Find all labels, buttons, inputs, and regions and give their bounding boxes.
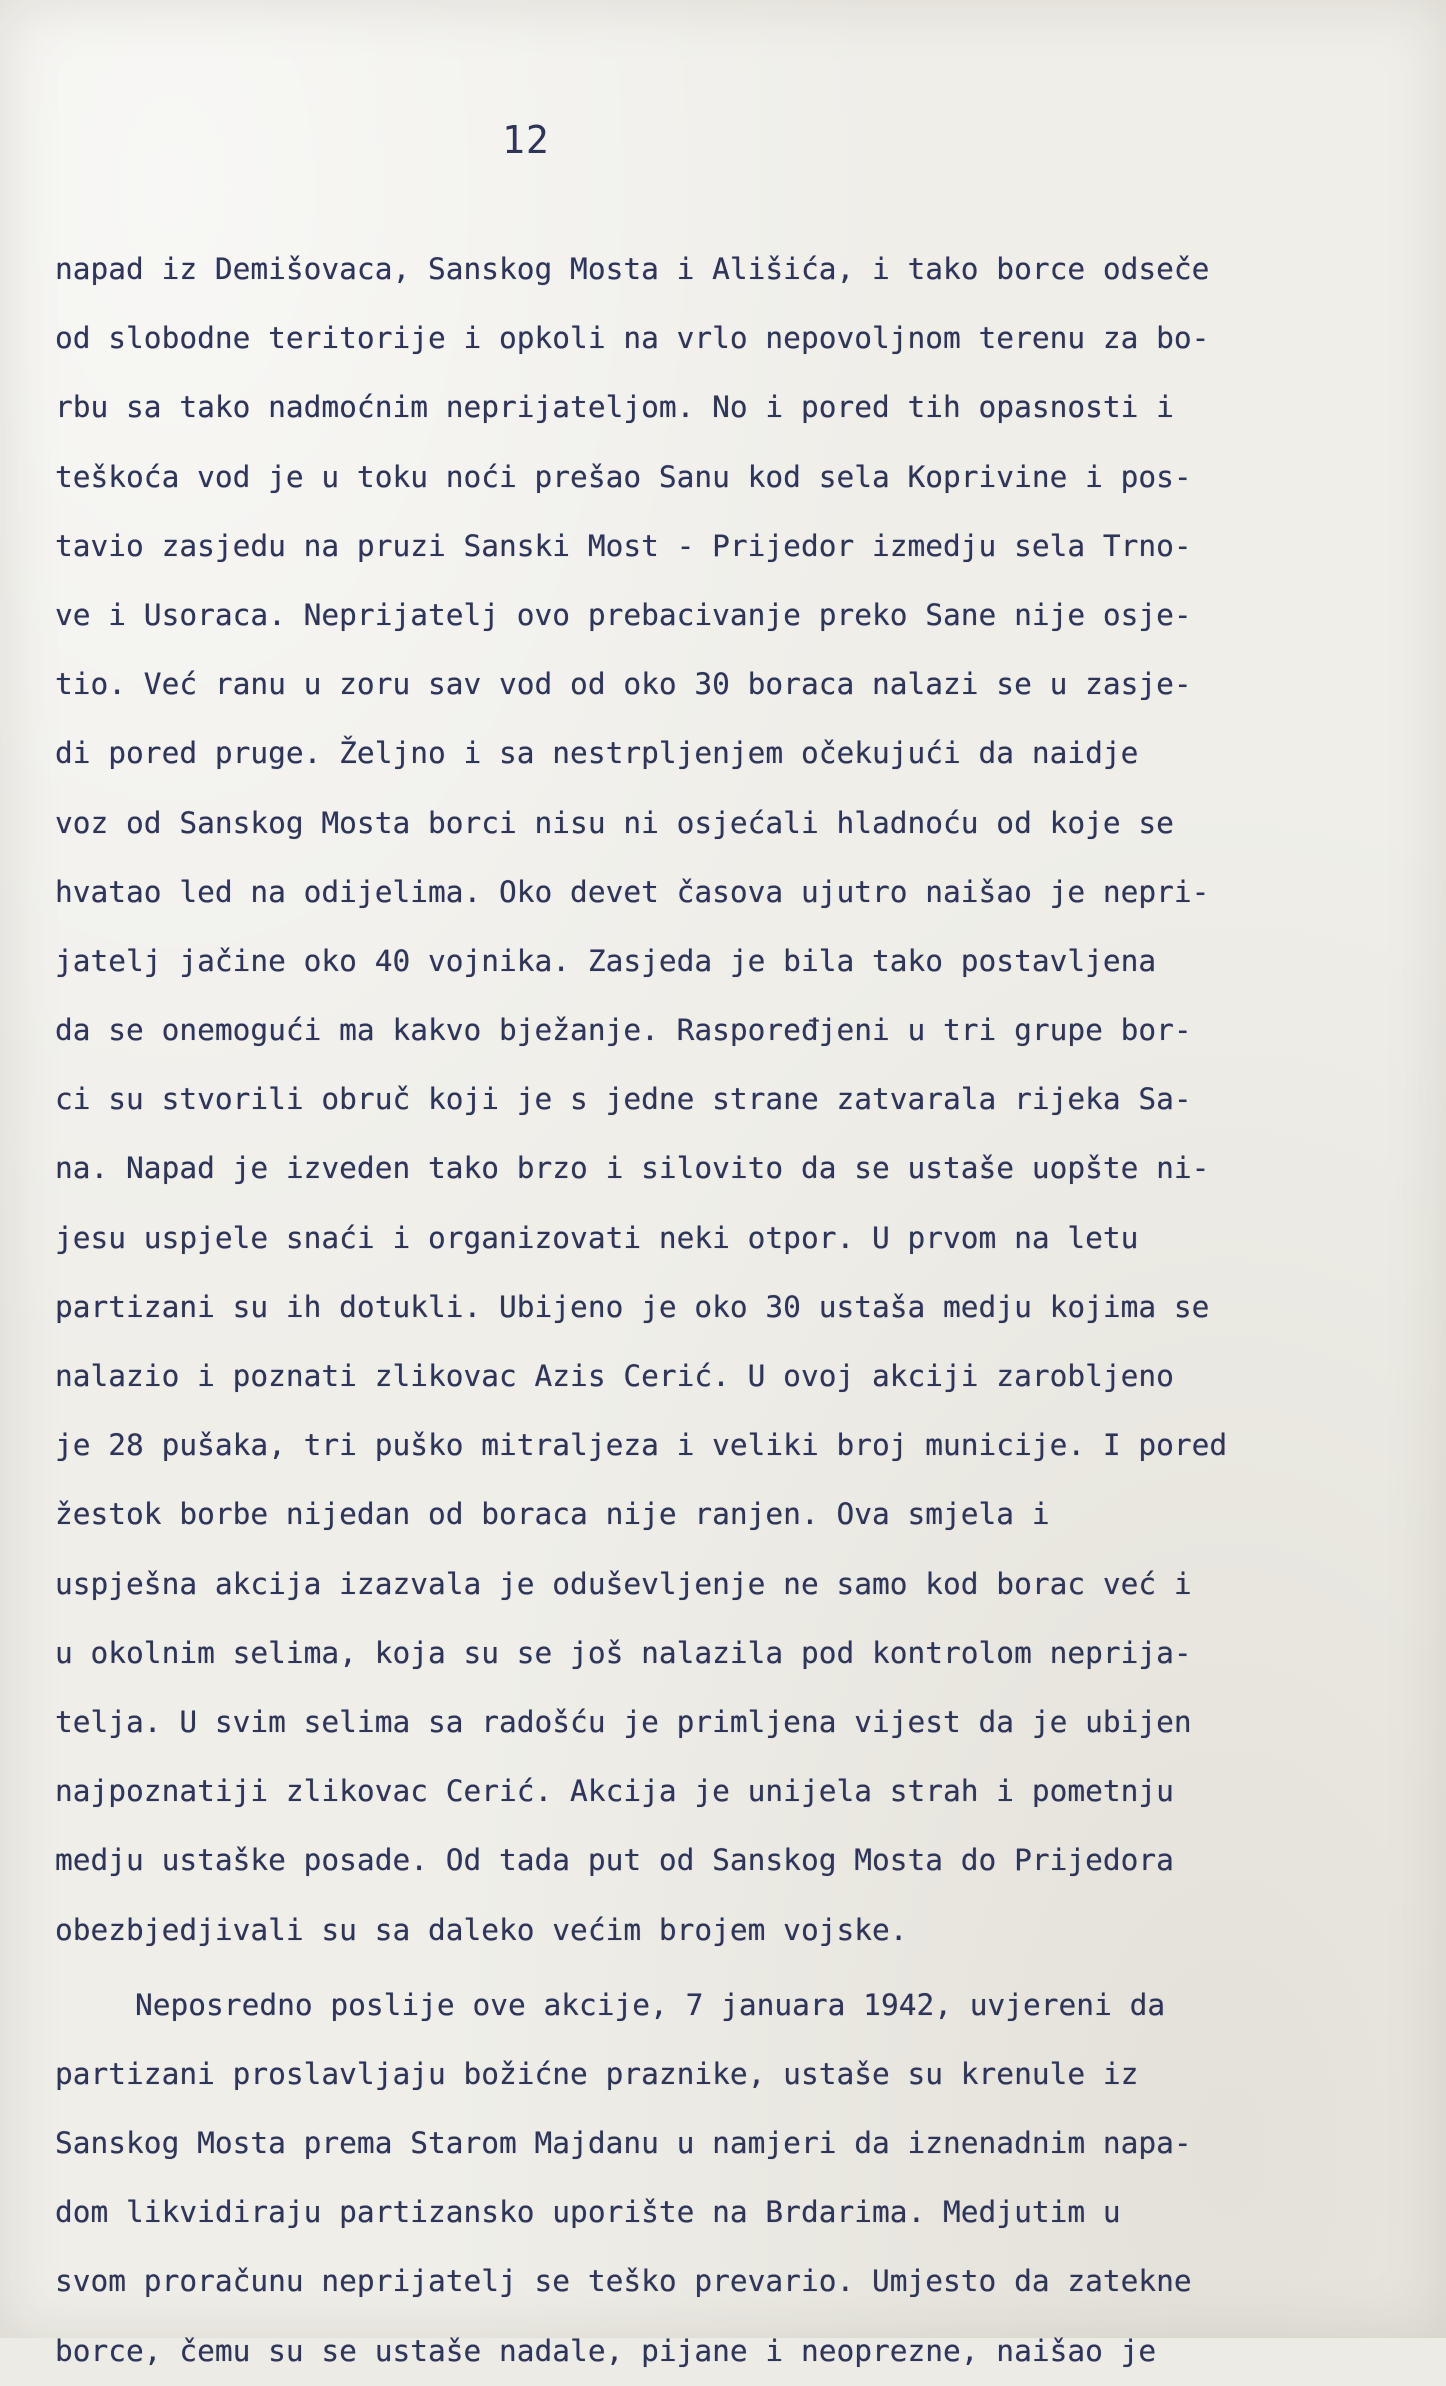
- text-line: jesu uspjele snaći i organizovati neki otpor. U prvom na letu: [55, 1220, 1139, 1255]
- text-line: medju ustaške posade. Od tada put od Sanskog Mosta do Prijedora: [55, 1843, 1174, 1878]
- text-line: je 28 pušaka, tri puško mitraljeza i veliki broj municije. I pored: [55, 1428, 1228, 1463]
- text-line: partizani proslavljaju božićne praznike, ustaše su krenule iz: [55, 2056, 1139, 2091]
- text-line: najpoznatiji zlikovac Cerić. Akcija je unijela strah i pometnju: [55, 1774, 1174, 1809]
- text-line: hvatao led na odijelima. Oko devet časova ujutro naišao je nepri-: [55, 874, 1210, 909]
- text-line: svom proračunu neprijatelj se teško prevario. Umjesto da zatekne: [55, 2264, 1192, 2299]
- text-line: Sanskog Mosta prema Starom Majdanu u namjeri da iznenadnim napa-: [55, 2126, 1192, 2161]
- text-line: ci su stvorili obruč koji je s jedne strane zatvarala rijeka Sa-: [55, 1082, 1192, 1117]
- text-line: ve i Usoraca. Neprijatelj ovo prebacivanje preko Sane nije osje-: [55, 597, 1192, 632]
- text-line: nalazio i poznati zlikovac Azis Cerić. U ovoj akciji zarobljeno: [55, 1359, 1174, 1393]
- paragraph-1: [55, 235, 1415, 1965]
- text-line: di pored pruge. Željno i sa nestrpljenjem očekujući da naidje: [55, 736, 1139, 771]
- text-line: borce, čemu su se ustaše nadale, pijane i neoprezne, naišao je: [55, 2333, 1157, 2368]
- body-text: [55, 235, 1415, 2386]
- text-line: voz od Sanskog Mosta borci nisu ni osjećali hladnoću od koje se: [55, 805, 1174, 840]
- text-line: jatelj jačine oko 40 vojnika. Zasjeda je bila tako postavljena: [55, 943, 1157, 978]
- text-line: da se onemogući ma kakvo bježanje. Raspoređjeni u tri grupe bor-: [55, 1013, 1192, 1048]
- text-line: partizani su ih dotukli. Ubijeno je oko 30 ustaša medju kojima se: [55, 1289, 1210, 1324]
- text-line: Neposredno poslije ove akcije, 7 januara 1942, uvjereni da: [135, 1987, 1166, 2022]
- text-line: napad iz Demišovaca, Sanskog Mosta i Ališića, i tako borce odseče: [55, 252, 1210, 286]
- text-line: telja. U svim selima sa radošću je primljena vijest da je ubijen: [55, 1704, 1192, 1739]
- text-line: na. Napad je izveden tako brzo i silovito da se ustaše uopšte ni-: [55, 1151, 1210, 1186]
- text-line: tavio zasjedu na pruzi Sanski Most - Prijedor izmedju sela Trno-: [55, 528, 1192, 563]
- text-line: u okolnim selima, koja su se još nalazila pod kontrolom neprija-: [55, 1635, 1192, 1670]
- page-number: 12: [502, 118, 550, 162]
- text-line: teškoća vod je u toku noći prešao Sanu kod sela Koprivine i pos-: [55, 459, 1192, 494]
- text-line: od slobodne teritorije i opkoli na vrlo nepovoljnom terenu za bo-: [55, 321, 1210, 356]
- text-line: obezbjedjivali su sa daleko većim brojem vojske.: [55, 1912, 908, 1947]
- text-line: uspješna akcija izazvala je oduševljenje ne samo kod borac već i: [55, 1566, 1192, 1601]
- text-line: tio. Već ranu u zoru sav vod od oko 30 boraca nalazi se u zasje-: [55, 667, 1192, 702]
- paragraph-2: [55, 1971, 1415, 2386]
- text-line: žestok borbe nijedan od boraca nije ranjen. Ova smjela i: [55, 1497, 1050, 1532]
- text-line: dom likvidiraju partizansko uporište na Brdarima. Medjutim u: [55, 2195, 1121, 2230]
- text-line: rbu sa tako nadmoćnim neprijateljom. No i pored tih opasnosti i: [55, 390, 1174, 425]
